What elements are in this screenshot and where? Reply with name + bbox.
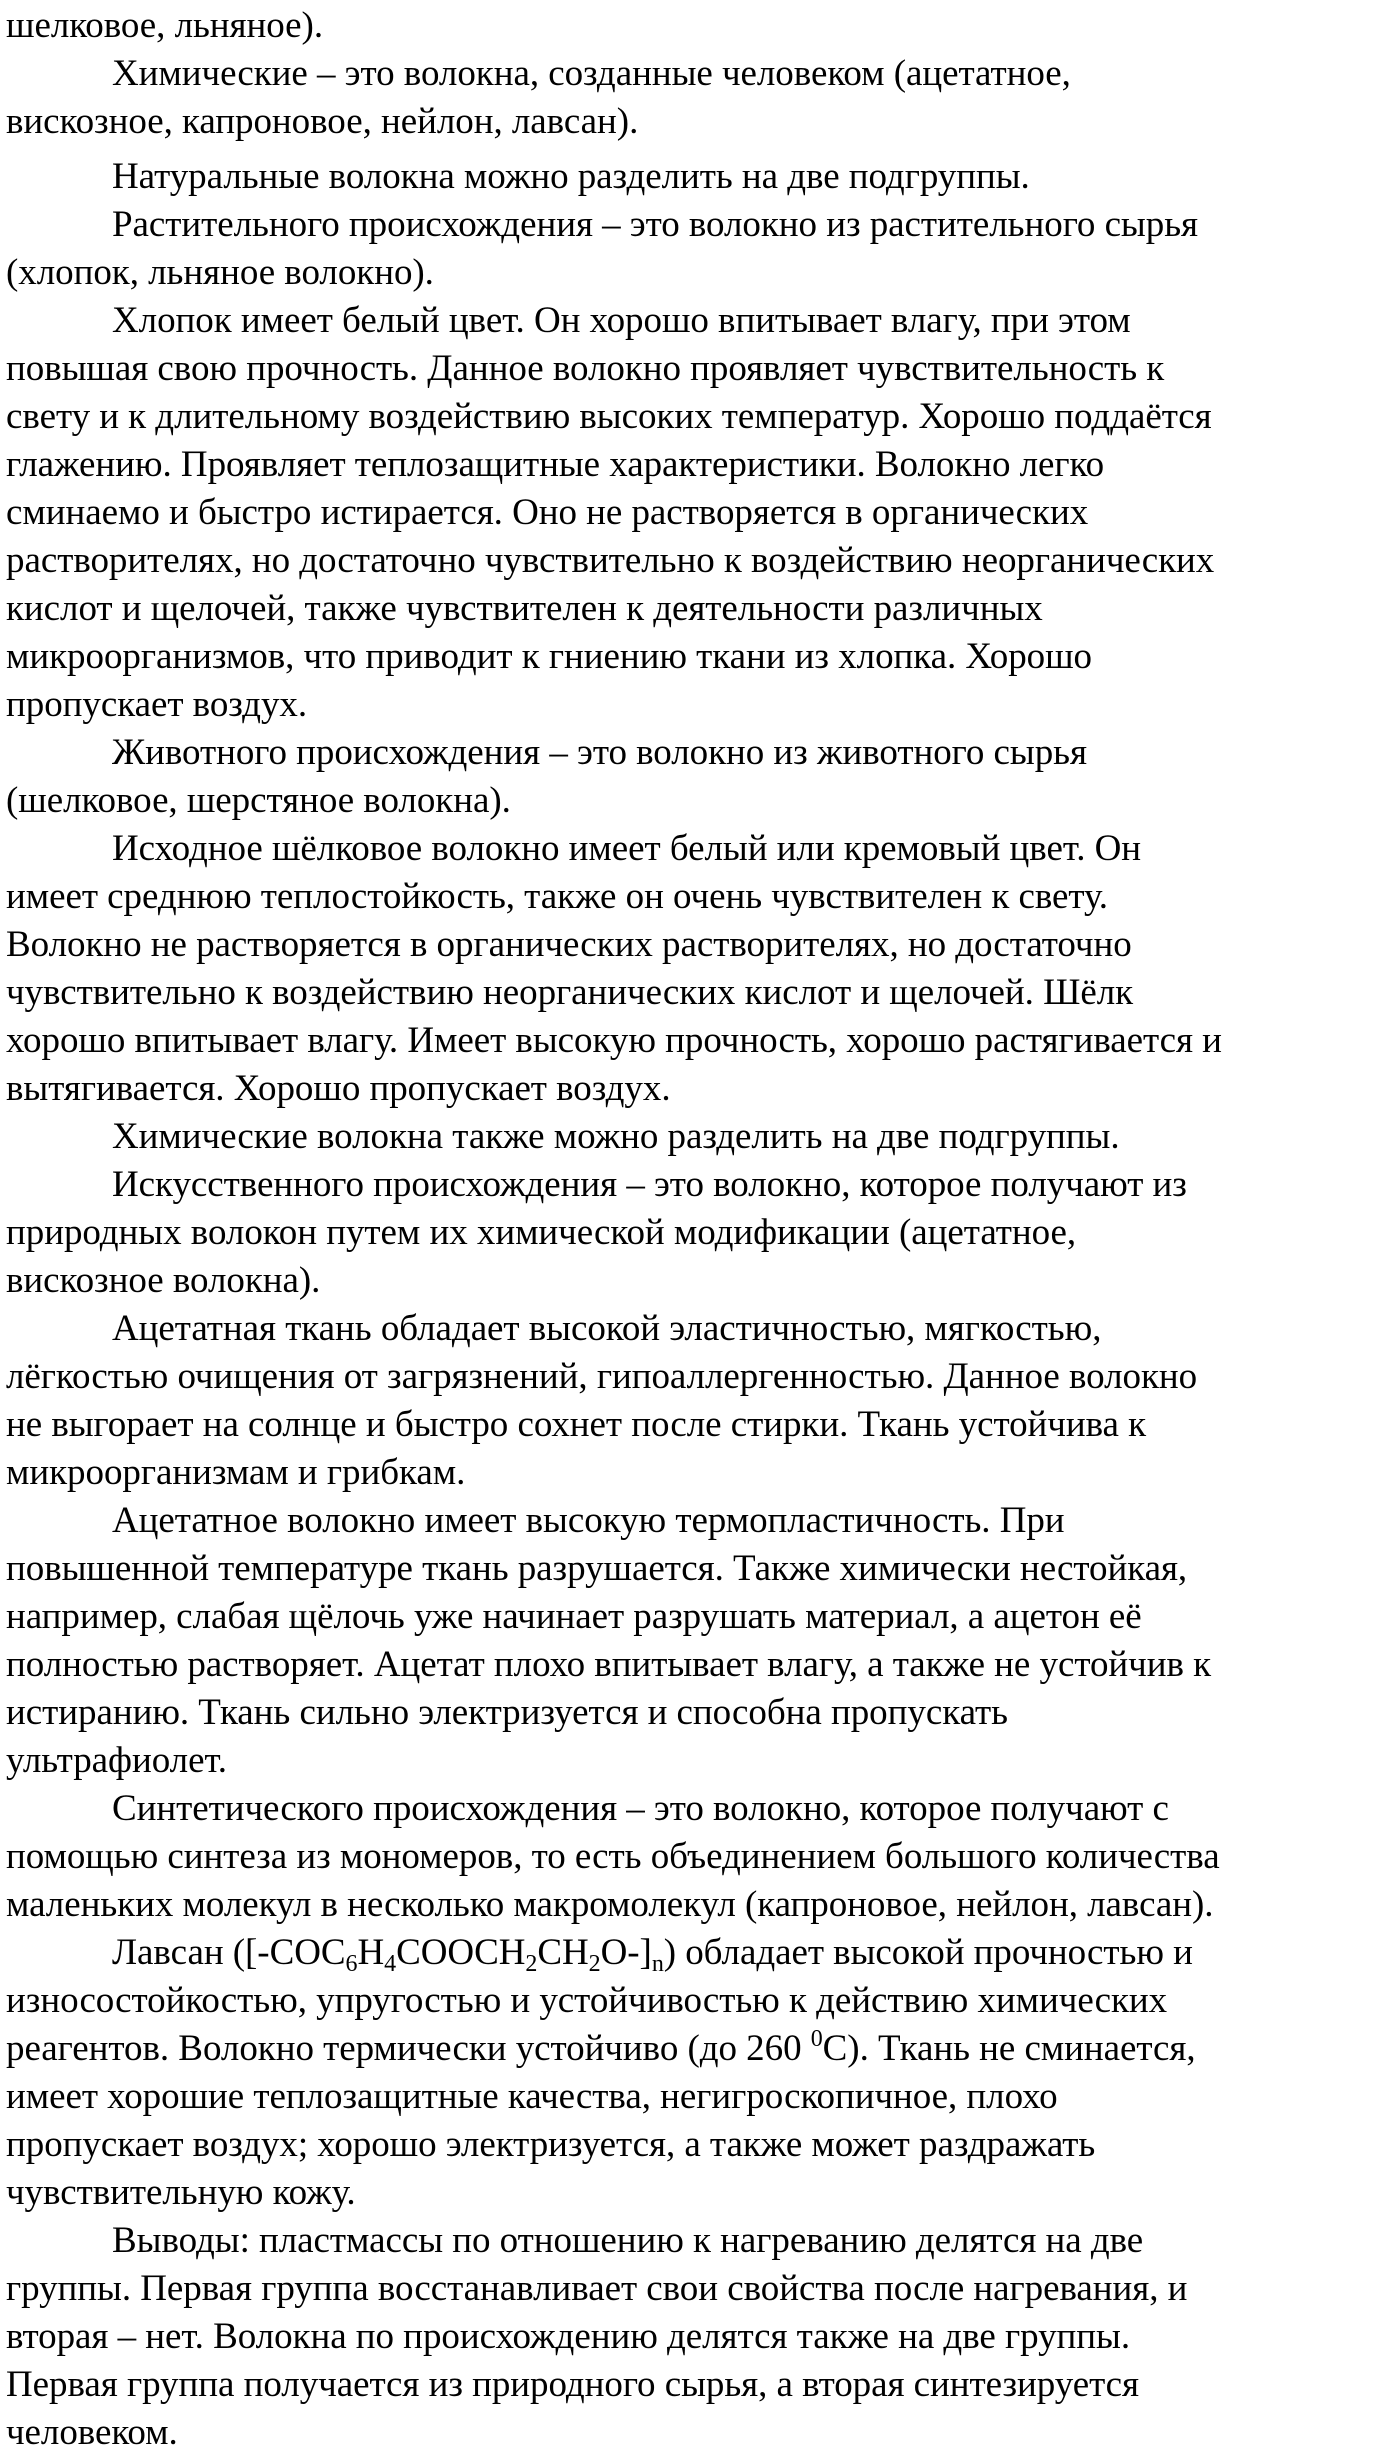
text-line: повышая свою прочность. Данное волокно проявляет чувствительность к: [6, 348, 1165, 389]
text-line: природных волокон путем их химической модификации (ацетатное,: [6, 1212, 1077, 1253]
text-line: хорошо впитывает влагу. Имеет высокую прочность, хорошо растягивается и: [6, 1020, 1222, 1061]
lavsan-formula-line: [112, 1929, 1193, 1977]
text-line: Животного происхождения – это волокно из животного сырья: [112, 732, 1087, 773]
text-line: Волокно не растворяется в органических растворителях, но достаточно: [6, 924, 1132, 965]
text-line: микроорганизмов, что приводит к гниению ткани из хлопка. Хорошо: [6, 636, 1092, 677]
text-line: (хлопок, льняное волокно).: [6, 252, 434, 293]
temperature-text: реагентов. Волокно термически устойчиво (до 260: [6, 2028, 811, 2069]
formula-text: H: [357, 1932, 385, 1973]
text-line: Выводы: пластмассы по отношению к нагреванию делятся на две: [112, 2220, 1144, 2261]
text-line: Ацетатное волокно имеет высокую термопластичность. При: [112, 1500, 1065, 1541]
formula-subscript: 4: [384, 1951, 397, 1977]
text-line: свету и к длительному воздействию высоких температур. Хорошо поддаётся: [6, 396, 1212, 437]
text-line: глажению. Проявляет теплозащитные характеристики. Волокно легко: [6, 444, 1105, 485]
text-line: лёгкостью очищения от загрязнений, гипоаллергенностью. Данное волокно: [6, 1356, 1198, 1397]
formula-text: COOCH: [396, 1932, 526, 1973]
formula-text: O-]: [600, 1932, 652, 1973]
text-line: группы. Первая группа восстанавливает свои свойства после нагревания, и: [6, 2268, 1188, 2309]
formula-text: ) обладает высокой прочностью и: [663, 1932, 1193, 1973]
degree-superscript: 0: [810, 2026, 823, 2052]
text-line: Исходное шёлковое волокно имеет белый или кремовый цвет. Он: [112, 828, 1142, 869]
temperature-text: С). Ткань не сминается,: [822, 2028, 1196, 2069]
formula-subscript: 2: [588, 1951, 601, 1977]
text-line: Искусственного происхождения – это волокно, которое получают из: [112, 1164, 1187, 1205]
text-line: Натуральные волокна можно разделить на две подгруппы.: [112, 156, 1030, 197]
text-line: вытягивается. Хорошо пропускает воздух.: [6, 1068, 671, 1109]
text-line: Ацетатная ткань обладает высокой эластичностью, мягкостью,: [112, 1308, 1102, 1349]
text-line: например, слабая щёлочь уже начинает разрушать материал, а ацетон её: [6, 1596, 1142, 1637]
text-line: микроорганизмам и грибкам.: [6, 1452, 466, 1493]
text-line: пропускает воздух.: [6, 684, 308, 725]
text-line: сминаемо и быстро истирается. Оно не растворяется в органических: [6, 492, 1089, 533]
text-line: человеком.: [6, 2412, 178, 2453]
text-line: имеет среднюю теплостойкость, также он очень чувствителен к свету.: [6, 876, 1108, 917]
text-line: ультрафиолет.: [6, 1740, 228, 1781]
text-line: истиранию. Ткань сильно электризуется и способна пропускать: [6, 1692, 1008, 1733]
text-line: Хлопок имеет белый цвет. Он хорошо впитывает влагу, при этом: [112, 300, 1131, 341]
text-line: чувствительную кожу.: [6, 2172, 356, 2213]
text-line: Синтетического происхождения – это волокно, которое получают с: [112, 1788, 1169, 1829]
text-line: Химические – это волокна, созданные человеком (ацетатное,: [112, 53, 1071, 94]
formula-subscript: 2: [525, 1951, 538, 1977]
text-line: кислот и щелочей, также чувствителен к деятельности различных: [6, 588, 1043, 629]
text-line: шелковое, льняное).: [6, 5, 324, 46]
text-line: Химические волокна также можно разделить на две подгруппы.: [112, 1116, 1120, 1157]
text-line: вискозное, капроновое, нейлон, лавсан).: [6, 101, 639, 142]
formula-text: Лавсан ([-COC: [112, 1932, 346, 1973]
text-line: полностью растворяет. Ацетат плохо впитывает влагу, а также не устойчив к: [6, 1644, 1212, 1685]
text-line: не выгорает на солнце и быстро сохнет после стирки. Ткань устойчива к: [6, 1404, 1147, 1445]
text-line: вторая – нет. Волокна по происхождению делятся также на две группы.: [6, 2316, 1131, 2357]
text-line: пропускает воздух; хорошо электризуется, а также может раздражать: [6, 2124, 1096, 2165]
text-line: повышенной температуре ткань разрушается. Также химически нестойкая,: [6, 1548, 1188, 1589]
text-line: Первая группа получается из природного сырья, а вторая синтезируется: [6, 2364, 1140, 2405]
text-line: чувствительно к воздействию неорганических кислот и щелочей. Шёлк: [6, 972, 1134, 1013]
text-line: (шелковое, шерстяное волокна).: [6, 780, 511, 821]
text-line: Растительного происхождения – это волокно из растительного сырья: [112, 204, 1198, 245]
text-line: износостойкостью, упругостью и устойчивостью к действию химических: [6, 1980, 1168, 2021]
text-line: помощью синтеза из мономеров, то есть объединением большого количества: [6, 1836, 1220, 1877]
formula-subscript: 6: [345, 1951, 358, 1977]
text-line: маленьких молекул в несколько макромолекул (капроновое, нейлон, лавсан).: [6, 1884, 1214, 1925]
text-line: растворителях, но достаточно чувствительно к воздействию неорганических: [6, 540, 1215, 581]
temperature-line: [6, 2025, 1196, 2073]
formula-subscript: n: [651, 1951, 664, 1977]
formula-text: CH: [537, 1932, 589, 1973]
text-line: вискозное волокна).: [6, 1260, 321, 1301]
text-line: имеет хорошие теплозащитные качества, негигроскопичное, плохо: [6, 2076, 1058, 2117]
